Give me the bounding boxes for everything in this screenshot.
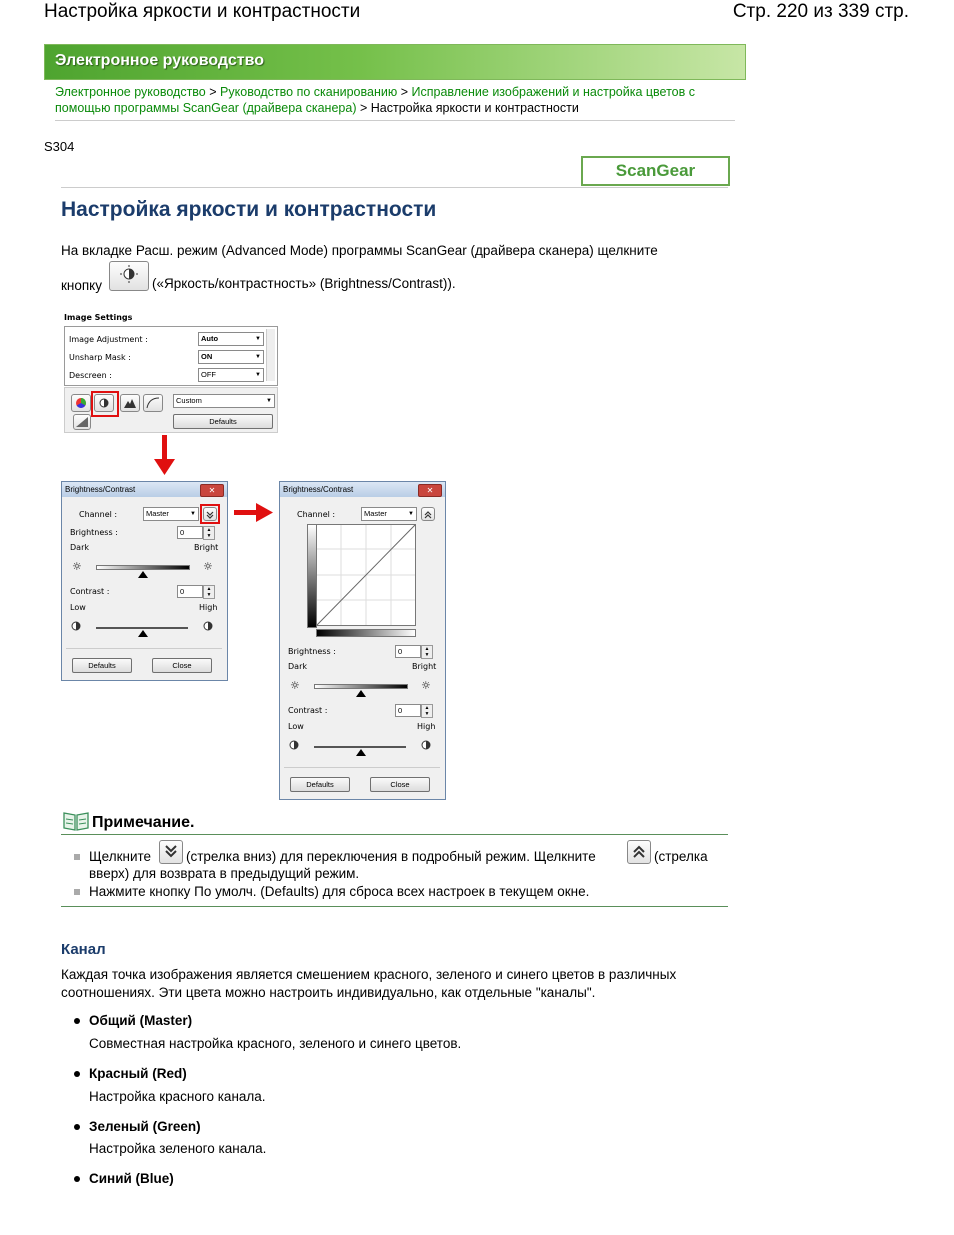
arrow-right-icon	[234, 502, 274, 524]
histogram-button[interactable]	[120, 394, 140, 412]
image-adjustment-label: Image Adjustment :	[69, 335, 148, 344]
divider	[66, 648, 222, 649]
dialog-titlebar: Brightness/Contrast ✕	[280, 482, 445, 497]
chevron-down-icon: ▼	[190, 511, 196, 517]
doc-code: S304	[44, 139, 75, 154]
highlight-frame	[91, 391, 119, 417]
sun-bright-icon: ☼	[203, 560, 213, 573]
channel-paragraph-line-1: Каждая точка изображения является смешением красного, зеленого и синего цветов в различных	[61, 967, 677, 982]
breadcrumb-current: Настройка яркости и контрастности	[370, 101, 579, 115]
color-adjust-button[interactable]	[71, 394, 91, 412]
defaults-button[interactable]: Defaults	[290, 777, 350, 792]
chevron-down-icon: ▼	[255, 372, 261, 378]
channel-select[interactable]: Master ▼	[143, 507, 199, 521]
unsharp-mask-label: Unsharp Mask :	[69, 353, 131, 362]
channel-item-desc: Настройка красного канала.	[89, 1089, 266, 1104]
brightness-slider-thumb[interactable]	[356, 690, 366, 697]
descreen-select[interactable]: OFF ▼	[198, 368, 264, 382]
brightness-spinner[interactable]: ▲ ▼	[421, 645, 433, 659]
bullet-dot	[74, 1018, 80, 1024]
intro-line-2b: («Яркость/контрастность» (Brightness/Contrast)).	[152, 276, 456, 291]
channel-item-name: Общий (Master)	[89, 1013, 193, 1028]
contrast-low-icon	[289, 740, 299, 750]
low-label: Low	[288, 722, 304, 731]
image-settings-title: Image Settings	[64, 313, 133, 322]
high-label: High	[199, 603, 218, 612]
chevron-down-icon: ▼	[408, 511, 414, 517]
breadcrumb-link-scanning[interactable]: Руководство по сканированию	[220, 85, 398, 99]
contrast-spinner[interactable]: ▲ ▼	[203, 585, 215, 599]
intro-line-2a: кнопку	[61, 278, 102, 293]
brightness-contrast-icon	[110, 262, 148, 290]
brightness-contrast-dialog-simple	[61, 481, 228, 681]
dialog-titlebar: Brightness/Contrast ✕	[62, 482, 227, 497]
channel-select[interactable]: Master ▼	[361, 507, 417, 521]
chevron-down-icon: ▼	[255, 354, 261, 360]
contrast-label: Contrast :	[70, 587, 110, 596]
page-header-title: Настройка яркости и контрастности	[44, 1, 361, 22]
unsharp-mask-select[interactable]: ON ▼	[198, 350, 264, 364]
note-item-1c: (стрелка	[654, 849, 708, 864]
defaults-button[interactable]: Defaults	[173, 414, 273, 429]
close-icon[interactable]: ✕	[200, 484, 224, 497]
contrast-input[interactable]: 0	[395, 704, 421, 717]
main-title: Настройка яркости и контрастности	[61, 198, 437, 221]
breadcrumb-sep: >	[359, 101, 368, 115]
descreen-label: Descreen :	[69, 371, 112, 380]
sun-dim-icon: ☼	[72, 560, 82, 573]
expand-button-example	[159, 840, 183, 864]
channel-label: Channel :	[79, 510, 118, 519]
page-number: Стр. 220 из 339 стр.	[732, 1, 909, 22]
image-adjustment-select[interactable]: Auto ▼	[198, 332, 264, 346]
high-label: High	[417, 722, 436, 731]
channel-item-desc: Настройка зеленого канала.	[89, 1141, 267, 1156]
brightness-label: Brightness :	[288, 647, 336, 656]
brightness-spinner[interactable]: ▲ ▼	[203, 526, 215, 540]
double-chevron-up-icon	[422, 509, 434, 521]
channel-paragraph-line-2: соотношениях. Эти цвета можно настроить индивидуально, как отдельные "каналы".	[61, 985, 596, 1000]
breadcrumb	[55, 84, 735, 116]
image-tools-toolbar	[64, 387, 278, 433]
bullet-dot	[74, 1124, 80, 1130]
contrast-high-icon	[203, 621, 213, 631]
note-item-2: Нажмите кнопку По умолч. (Defaults) для сброса всех настроек в текущем окне.	[89, 884, 590, 899]
chevron-down-icon: ▼	[255, 336, 261, 342]
manual-banner	[44, 44, 746, 80]
brightness-contrast-button-icon	[109, 261, 149, 291]
breadcrumb-sep: >	[400, 85, 409, 99]
collapse-button-example	[627, 840, 651, 864]
contrast-spinner[interactable]: ▲ ▼	[421, 704, 433, 718]
intro-line-1: На вкладке Расш. режим (Advanced Mode) программы ScanGear (драйвера сканера) щелкните	[61, 243, 658, 258]
channel-item-desc: Совместная настройка красного, зеленого и синего цветов.	[89, 1036, 462, 1051]
note-title: Примечание.	[92, 814, 195, 831]
input-gradient-bar	[316, 629, 416, 637]
tone-curve-graph	[316, 524, 416, 626]
threshold-button[interactable]	[73, 414, 91, 430]
note-item-1a: Щелкните	[89, 849, 152, 864]
tone-curve-button[interactable]	[143, 394, 163, 412]
preset-select[interactable]: Custom ▼	[173, 394, 275, 408]
channel-item-name: Красный (Red)	[89, 1066, 187, 1081]
channel-label: Channel :	[297, 510, 336, 519]
arrow-down-icon	[152, 435, 178, 477]
divider	[284, 767, 440, 768]
double-chevron-up-icon	[628, 841, 650, 863]
channel-item-name: Зеленый (Green)	[89, 1119, 201, 1134]
defaults-button[interactable]: Defaults	[72, 658, 132, 673]
banner-label: Электронное руководство	[55, 52, 264, 69]
note-item-1b: (стрелка вниз) для переключения в подробный режим. Щелкните	[186, 849, 596, 864]
scrollbar[interactable]	[266, 329, 275, 381]
contrast-high-icon	[421, 740, 431, 750]
contrast-slider[interactable]	[314, 746, 406, 748]
brightness-slider-thumb[interactable]	[138, 571, 148, 578]
close-button[interactable]: Close	[370, 777, 430, 792]
divider	[55, 120, 735, 121]
breadcrumb-link-manual[interactable]: Электронное руководство	[55, 85, 206, 99]
section-heading-channel: Канал	[61, 941, 106, 958]
color-wheel-icon	[72, 395, 90, 411]
threshold-icon	[74, 415, 90, 429]
contrast-input[interactable]: 0	[177, 585, 203, 598]
dark-label: Dark	[288, 662, 307, 671]
channel-item-name: Синий (Blue)	[89, 1171, 174, 1186]
brightness-slider[interactable]	[314, 684, 408, 689]
sun-dim-icon: ☼	[290, 679, 300, 692]
close-button[interactable]: Close	[152, 658, 212, 673]
note-item-1d: вверх) для возврата в предыдущий режим.	[89, 866, 360, 881]
bright-label: Bright	[412, 662, 437, 671]
bullet-square	[74, 854, 80, 860]
brightness-input[interactable]: 0	[177, 526, 203, 539]
bullet-dot	[74, 1176, 80, 1182]
close-icon[interactable]: ✕	[418, 484, 442, 497]
brightness-input[interactable]: 0	[395, 645, 421, 658]
double-chevron-down-icon	[160, 841, 182, 863]
sun-bright-icon: ☼	[421, 679, 431, 692]
dark-label: Dark	[70, 543, 89, 552]
scangear-badge-label: ScanGear	[615, 161, 696, 180]
highlight-frame	[200, 504, 220, 524]
contrast-label: Contrast :	[288, 706, 328, 715]
bullet-square	[74, 889, 80, 895]
tone-curve-icon	[144, 395, 162, 411]
brightness-contrast-dialog-expanded	[279, 481, 446, 800]
image-settings-panel	[64, 326, 278, 386]
brightness-slider[interactable]	[96, 565, 190, 570]
contrast-slider[interactable]	[96, 627, 188, 629]
book-icon	[62, 810, 90, 832]
chevron-down-icon: ▼	[266, 398, 272, 404]
bright-label: Bright	[194, 543, 219, 552]
bullet-dot	[74, 1071, 80, 1077]
histogram-icon	[121, 395, 139, 411]
brightness-label: Brightness :	[70, 528, 118, 537]
note-top-rule	[61, 834, 728, 835]
contrast-slider-thumb[interactable]	[138, 630, 148, 637]
collapse-button[interactable]	[421, 507, 435, 521]
note-bottom-rule	[61, 906, 728, 907]
breadcrumb-sep: >	[209, 85, 217, 99]
divider	[61, 187, 728, 188]
contrast-low-icon	[71, 621, 81, 631]
contrast-slider-thumb[interactable]	[356, 749, 366, 756]
low-label: Low	[70, 603, 86, 612]
scangear-badge	[581, 156, 730, 186]
breadcrumb-link-correction[interactable]: Исправление изображений и настройка цветов с помощью программы ScanGear (драйвера сканера)	[55, 85, 695, 115]
